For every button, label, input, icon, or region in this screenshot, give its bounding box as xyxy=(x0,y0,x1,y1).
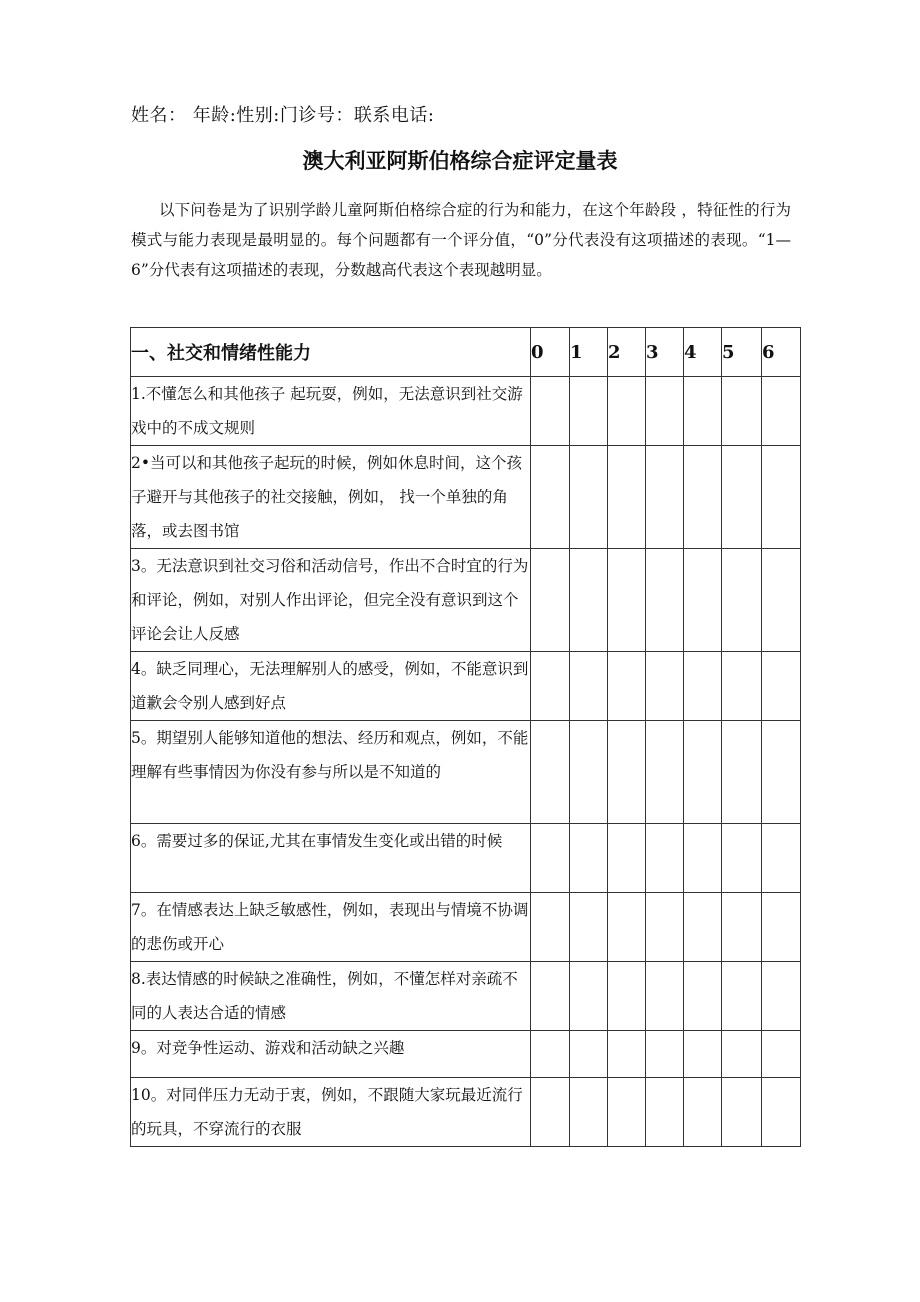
score-cell-4[interactable] xyxy=(684,549,722,652)
patient-info-line: 姓名： 年龄:性别:门诊号：联系电话: xyxy=(131,105,435,126)
question-text: 3。无法意识到社交习俗和活动信号，作出不合时宜的行为和评论，例如，对别人作出评论，但完全没有意识到这个评论会让人反感 xyxy=(131,549,531,652)
table-row xyxy=(131,652,801,721)
question-text: 4。缺乏同理心，无法理解别人的感受，例如，不能意识到道歉会令别人感到好点 xyxy=(131,652,531,721)
question-text: 2•当可以和其他孩子起玩的时候，例如休息时间，这个孩子避开与其他孩子的社交接触，例如， 找一个单独的角落，或去图书馆 xyxy=(131,446,531,549)
score-header-2: 2 xyxy=(608,328,646,377)
score-cell-0[interactable] xyxy=(531,1078,570,1147)
score-cell-6[interactable] xyxy=(762,824,801,893)
score-cell-5[interactable] xyxy=(722,824,762,893)
score-header-1: 1 xyxy=(570,328,608,377)
score-cell-2[interactable] xyxy=(608,377,646,446)
score-cell-2[interactable] xyxy=(608,1031,646,1078)
score-cell-5[interactable] xyxy=(722,377,762,446)
score-cell-5[interactable] xyxy=(722,962,762,1031)
score-cell-5[interactable] xyxy=(722,721,762,824)
table-row xyxy=(131,1031,801,1078)
score-cell-6[interactable] xyxy=(762,893,801,962)
score-cell-1[interactable] xyxy=(570,721,608,824)
score-cell-4[interactable] xyxy=(684,652,722,721)
score-cell-6[interactable] xyxy=(762,1078,801,1147)
score-cell-3[interactable] xyxy=(646,1031,684,1078)
score-cell-4[interactable] xyxy=(684,962,722,1031)
score-cell-6[interactable] xyxy=(762,652,801,721)
score-cell-0[interactable] xyxy=(531,549,570,652)
score-header-3: 3 xyxy=(646,328,684,377)
score-cell-1[interactable] xyxy=(570,1031,608,1078)
score-cell-3[interactable] xyxy=(646,446,684,549)
table-row xyxy=(131,549,801,652)
score-cell-4[interactable] xyxy=(684,1078,722,1147)
question-text: 9。对竞争性运动、游戏和活动缺之兴趣 xyxy=(131,1031,531,1078)
question-text: 1.不懂怎么和其他孩子 起玩耍，例如，无法意识到社交游戏中的不成文规则 xyxy=(131,377,531,446)
table-row xyxy=(131,377,801,446)
score-cell-6[interactable] xyxy=(762,377,801,446)
score-cell-3[interactable] xyxy=(646,652,684,721)
intro-paragraph: 以下问卷是为了识别学龄儿童阿斯伯格综合症的行为和能力，在这个年龄段 ，特征性的行为模式与能力表现是最明显的。每个问题都有一个评分值，“0”分代表没有这项描述的表现。“1—6”分代表有这项描述的表现，分数越高代表这个表现越明显。 xyxy=(131,201,791,279)
score-cell-2[interactable] xyxy=(608,1078,646,1147)
score-cell-3[interactable] xyxy=(646,721,684,824)
score-cell-1[interactable] xyxy=(570,549,608,652)
score-cell-3[interactable] xyxy=(646,824,684,893)
score-cell-1[interactable] xyxy=(570,1078,608,1147)
table-row xyxy=(131,893,801,962)
score-cell-2[interactable] xyxy=(608,824,646,893)
score-cell-2[interactable] xyxy=(608,549,646,652)
score-cell-3[interactable] xyxy=(646,962,684,1031)
score-cell-3[interactable] xyxy=(646,893,684,962)
table-row xyxy=(131,721,801,824)
score-cell-6[interactable] xyxy=(762,962,801,1031)
score-cell-1[interactable] xyxy=(570,652,608,721)
score-header-5: 5 xyxy=(722,328,762,377)
score-cell-0[interactable] xyxy=(531,652,570,721)
score-cell-0[interactable] xyxy=(531,377,570,446)
question-text: 7。在情感表达上缺乏敏感性，例如，表现出与情境不协调的悲伤或开心 xyxy=(131,893,531,962)
score-cell-1[interactable] xyxy=(570,962,608,1031)
score-cell-4[interactable] xyxy=(684,1031,722,1078)
score-cell-0[interactable] xyxy=(531,446,570,549)
score-cell-2[interactable] xyxy=(608,721,646,824)
score-cell-5[interactable] xyxy=(722,652,762,721)
score-cell-0[interactable] xyxy=(531,893,570,962)
score-cell-3[interactable] xyxy=(646,549,684,652)
score-cell-4[interactable] xyxy=(684,824,722,893)
score-header-4: 4 xyxy=(684,328,722,377)
score-cell-4[interactable] xyxy=(684,721,722,824)
score-cell-2[interactable] xyxy=(608,652,646,721)
score-cell-1[interactable] xyxy=(570,446,608,549)
score-cell-5[interactable] xyxy=(722,446,762,549)
score-cell-5[interactable] xyxy=(722,549,762,652)
table-row xyxy=(131,1078,801,1147)
table-row xyxy=(131,824,801,893)
score-cell-6[interactable] xyxy=(762,721,801,824)
table-header-row xyxy=(131,328,801,377)
table-row xyxy=(131,962,801,1031)
section-title: 一、社交和情绪性能力 xyxy=(131,328,531,377)
score-cell-0[interactable] xyxy=(531,721,570,824)
score-cell-2[interactable] xyxy=(608,962,646,1031)
score-cell-5[interactable] xyxy=(722,1031,762,1078)
question-text: 10。对同伴压力无动于衷，例如，不跟随大家玩最近流行的玩具，不穿流行的衣服 xyxy=(131,1078,531,1147)
score-cell-5[interactable] xyxy=(722,1078,762,1147)
score-cell-0[interactable] xyxy=(531,1031,570,1078)
score-cell-0[interactable] xyxy=(531,824,570,893)
score-cell-1[interactable] xyxy=(570,893,608,962)
score-cell-6[interactable] xyxy=(762,549,801,652)
score-cell-6[interactable] xyxy=(762,446,801,549)
score-cell-0[interactable] xyxy=(531,962,570,1031)
question-text: 8.表达情感的时候缺之准确性，例如，不懂怎样对亲疏不同的人表达合适的情感 xyxy=(131,962,531,1031)
rating-table xyxy=(130,327,801,1147)
score-cell-2[interactable] xyxy=(608,893,646,962)
score-cell-4[interactable] xyxy=(684,893,722,962)
score-cell-1[interactable] xyxy=(570,824,608,893)
score-header-0: 0 xyxy=(531,328,570,377)
question-text: 5。期望别人能够知道他的想法、经历和观点，例如，不能理解有些事情因为你没有参与所以是不知道的 xyxy=(131,721,531,824)
score-cell-5[interactable] xyxy=(722,893,762,962)
score-cell-3[interactable] xyxy=(646,1078,684,1147)
score-header-6: 6 xyxy=(762,328,801,377)
score-cell-3[interactable] xyxy=(646,377,684,446)
score-cell-1[interactable] xyxy=(570,377,608,446)
page-title: 澳大利亚阿斯伯格综合症评定量表 xyxy=(302,148,618,173)
question-text: 6。需要过多的保证,尤其在事情发生变化或出错的时候 xyxy=(131,824,531,893)
score-cell-4[interactable] xyxy=(684,446,722,549)
score-cell-4[interactable] xyxy=(684,377,722,446)
table-row xyxy=(131,446,801,549)
score-cell-6[interactable] xyxy=(762,1031,801,1078)
score-cell-2[interactable] xyxy=(608,446,646,549)
